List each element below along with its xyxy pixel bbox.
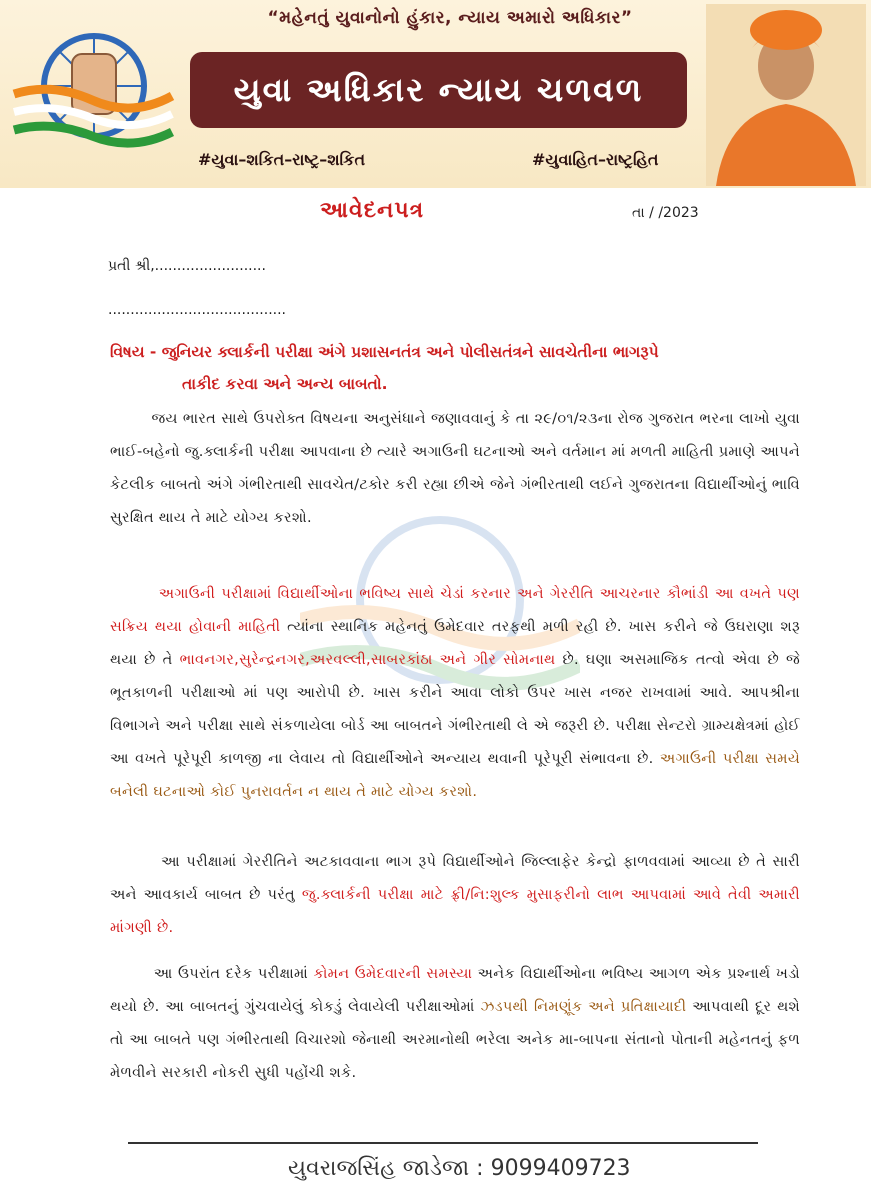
paragraph-intro: જય ભારત સાથે ઉપરોક્ત વિષયના અનુસંધાને જણાવવાનું કે તા ૨૯/૦૧/૨૩ના રોજ ગુજરાત ભરના લાખો યુવા ભાઈ-બહેનો જુ.ક્લાર્કની પરીક્ષા આપવાના છે ત્યારે અગાઉની ઘટનાઓ અને વર્તમાન માં મળતી માહિતી પ્રમાણે આપને કેટલીક બાબતો અંગે ગંભીરતાથી સાવચેત/ટકોર કરી રહ્યા છીએ જેને ગંભીરતાથી લઈને ગુજરાતના વિદ્યાર્થીઓનું ભાવિ સુરક્ષિત થાય તે માટે યોગ્ય કરશો. bbox=[110, 411, 805, 526]
raised-fist-chakra-icon bbox=[12, 24, 177, 164]
highlight-districts: ભાવનગર,સુરેન્દ્રનગર,અરવલ્લી,સાબરકાંઠા અને ગીર સોમનાથ bbox=[179, 652, 556, 668]
signature-contact: યુવરાજસિંહ જાડેજા : 9099409723 bbox=[288, 1156, 631, 1181]
highlight-no-repeat: અગાઉની પરીક્ષા સમયે બનેલી ઘટનાઓ કોઈ પુનરાવર્તન ન થાય તે માટે યોગ્ય કરશો. bbox=[110, 751, 805, 800]
paragraph-warning bbox=[110, 578, 805, 809]
header-tagline: “મહેનતું યુવાનોનો હુંકાર, ન્યાય અમારો અધિકાર” bbox=[267, 8, 633, 28]
letterhead-header bbox=[0, 0, 871, 188]
paragraph-warning-text-1: ત્યાંના સ્થાનિક મહેનતું ઉમેદવાર તરફથી મળી રહી છે. ખાસ કરીને જે ઉઘરાણા શરૂ થયા છે તે bbox=[110, 619, 805, 668]
hashtag-youth-welfare: #યુવાહિત–રાષ્ટ્રહિત bbox=[532, 150, 659, 169]
hashtag-youth-power: #યુવા–શકિત–રાષ્ટ્ર–શકિત bbox=[198, 150, 366, 169]
subject-block bbox=[110, 336, 810, 400]
highlight-scam-warning: અગાઉની પરીક્ષામાં વિદ્યાર્થીઓના ભવિષ્ય સાથે ચેડાં કરનાર અને ગેરરીતિ આચરનાર કૌભાંડી આ વખતે પણ સક્રિય થયા હોવાની માહિતી bbox=[110, 586, 805, 635]
paragraph-common-text-2: અનેક વિદ્યાર્થીઓના ભવિષ્ય આગળ એક પ્રશ્નાર્થ ખડો થયો છે. આ બાબતનું ગુંચવાયેલું કોકડું લેવાયેલી પરીક્ષાઓમાં bbox=[110, 966, 805, 1015]
footer-divider bbox=[128, 1142, 758, 1144]
paragraph-common-text-3: આપવાથી દૂર થશે તો આ બાબતે પણ ગંભીરતાથી વિચારશો જેનાથી અરમાનોથી ભરેલા અનેક મા-બાપના સંતાનો પોતાની મહેનતનું ફળ મેળવીને સરકારી નોકરી સુધી પહોંચી શકે. bbox=[110, 999, 805, 1081]
recipient-line: પ્રતી શ્રી,......................... bbox=[108, 258, 266, 274]
paragraph-common-text-1: આ ઉપરાંત દરેક પરીક્ષામાં bbox=[110, 966, 314, 982]
subject-line-1: વિષય - જુનિયર ક્લાર્કની પરીક્ષા અંગે પ્રશાસનતંત્ર અને પોલીસતંત્રને સાવચેતીના ભાગરૂપે bbox=[110, 343, 659, 361]
subject-line-2: તાકીદ કરવા અને અન્ય બાબતો. bbox=[182, 375, 388, 393]
organization-title-banner: યુવા અધિકાર ન્યાય ચળવળ bbox=[190, 52, 687, 128]
document-date: તા / /2023 bbox=[632, 205, 699, 221]
document-title: આવેદનપત્ર bbox=[320, 198, 425, 223]
recipient-address-line: ........................................ bbox=[108, 302, 287, 318]
highlight-appointment: ઝડપથી નિમણૂંક અને પ્રતિક્ષાયાદી bbox=[480, 999, 687, 1015]
highlight-free-travel: જુ.ક્લાર્કની પરીક્ષા માટે ફ્રી/નિ:શુલ્ક મુસાફરીનો લાભ આપવામાં આવે તેવી અમારી માંગણી છે. bbox=[110, 887, 805, 936]
paragraph-warning-text-2: છે. ઘણા અસમાજિક તત્વો એવા છે જે ભૂતકાળની પરીક્ષાઓ માં પણ આરોપી છે. ખાસ કરીને આવા લોકો ઉપર ખાસ નજર રાખવામાં આવે. આપશ્રીના વિભાગને અને પરીક્ષા સાથે સંકળાયેલા બોર્ડ આ બાબતને ગંભીરતાથી લે એ જરૂરી છે. પરીક્ષા સેન્ટરો ગ્રામ્યક્ષેત્રમાં હોઈ આ વખતે પૂરેપૂરી કાળજી ના લેવાય તો વિદ્યાર્થીઓને અન્યાય થવાની પૂરેપૂરી સંભાવના છે. bbox=[110, 652, 805, 767]
paragraph-common-candidate bbox=[110, 958, 805, 1090]
monk-portrait-icon bbox=[706, 4, 866, 186]
highlight-common-candidate: કોમન ઉમેદવારની સમસ્યા bbox=[313, 966, 473, 982]
paragraph-travel-demand bbox=[110, 846, 805, 945]
paragraph-travel-text: આ પરીક્ષામાં ગેરરીતિને અટકાવવાના ભાગ રૂપે વિદ્યાર્થીઓને જિલ્લાફેર કેન્દ્રો ફાળવવામાં આવ્યા છે તે સારી અને આવકાર્ય બાબત છે પરંતુ bbox=[110, 854, 805, 903]
